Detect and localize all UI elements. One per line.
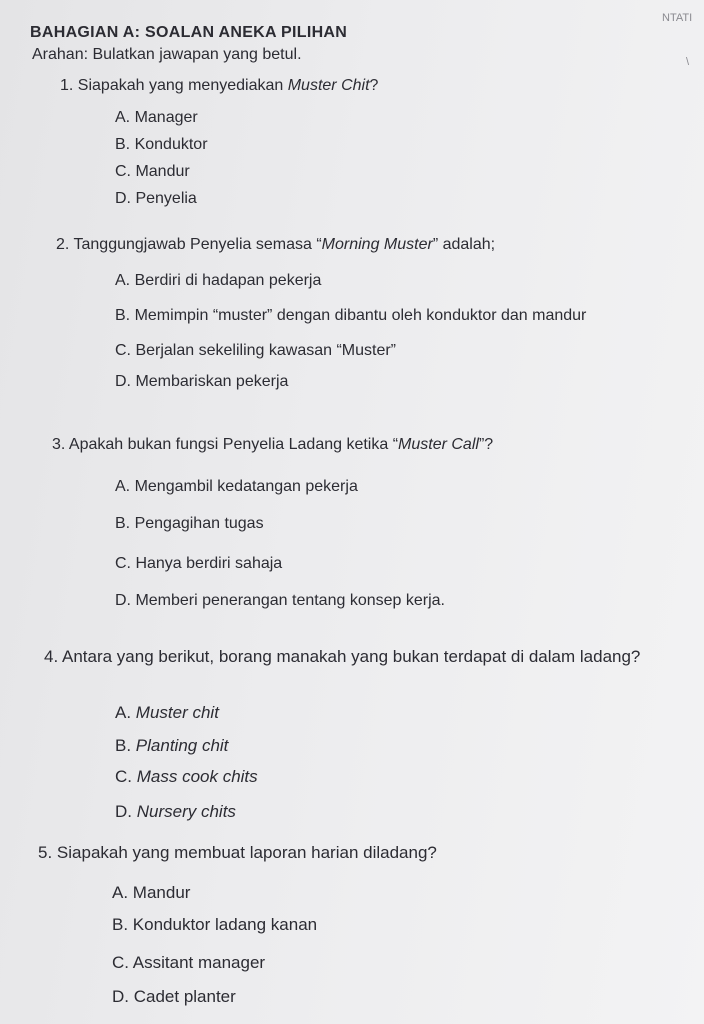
option-letter: B. bbox=[115, 136, 131, 153]
question-number: 3. bbox=[52, 436, 66, 453]
option-letter: C. bbox=[115, 555, 131, 572]
option-letter: B. bbox=[115, 736, 132, 755]
corner-text: NTATI bbox=[662, 12, 693, 24]
question-4 bbox=[44, 647, 640, 667]
option-letter: A. bbox=[115, 478, 131, 495]
option-5b[interactable] bbox=[112, 915, 317, 935]
question-text: Antara yang berikut, borang manakah yang bukan terdapat di dalam ladang? bbox=[61, 647, 641, 666]
option-5c[interactable] bbox=[112, 953, 265, 973]
option-letter: B. bbox=[115, 515, 131, 532]
option-letter: D. bbox=[112, 987, 129, 1006]
option-letter: D. bbox=[115, 373, 131, 390]
option-text: Assitant manager bbox=[132, 953, 266, 972]
option-2a[interactable] bbox=[115, 272, 321, 290]
option-text: Cadet planter bbox=[133, 987, 236, 1006]
option-letter: D. bbox=[115, 592, 131, 609]
question-number: 2. bbox=[56, 236, 70, 253]
instructions: Arahan: Bulatkan jawapan yang betul. bbox=[32, 46, 302, 63]
option-letter: C. bbox=[112, 953, 129, 972]
question-text: Siapakah yang membuat laporan harian diladang? bbox=[56, 843, 437, 862]
option-text: Mandur bbox=[132, 883, 191, 902]
question-3 bbox=[52, 436, 493, 454]
option-letter: C. bbox=[115, 342, 131, 359]
question-number: 4. bbox=[44, 647, 59, 666]
option-3a[interactable] bbox=[115, 478, 358, 496]
question-text: Siapakah yang menyediakan bbox=[77, 77, 288, 94]
option-letter: A. bbox=[112, 883, 129, 902]
question-emphasis: Muster Chit bbox=[287, 77, 370, 94]
option-1a[interactable] bbox=[115, 109, 198, 127]
option-text: Konduktor bbox=[134, 136, 208, 153]
option-3b[interactable] bbox=[115, 515, 264, 533]
option-text: Muster chit bbox=[135, 703, 219, 722]
option-text: Konduktor ladang kanan bbox=[132, 915, 318, 934]
question-1 bbox=[60, 77, 378, 95]
option-letter: A. bbox=[115, 109, 131, 126]
option-2d[interactable] bbox=[115, 373, 288, 391]
option-5d[interactable] bbox=[112, 987, 236, 1007]
question-text-end: ? bbox=[369, 77, 379, 94]
option-text: Mandur bbox=[135, 163, 190, 180]
question-emphasis: Morning Muster bbox=[321, 236, 433, 253]
question-2 bbox=[56, 236, 495, 254]
option-3d[interactable] bbox=[115, 592, 445, 610]
option-4d[interactable] bbox=[115, 802, 236, 822]
option-letter: A. bbox=[115, 272, 131, 289]
option-4a[interactable] bbox=[115, 703, 219, 723]
question-text: Apakah bukan fungsi Penyelia Ladang ketika “ bbox=[68, 436, 399, 453]
option-text: Penyelia bbox=[135, 190, 197, 207]
question-number: 1. bbox=[60, 77, 74, 94]
option-4b[interactable] bbox=[115, 736, 228, 756]
option-4c[interactable] bbox=[115, 767, 258, 787]
option-text: Nursery chits bbox=[136, 802, 236, 821]
option-text: Mass cook chits bbox=[136, 767, 258, 786]
option-letter: B. bbox=[112, 915, 129, 934]
option-text: Memberi penerangan tentang konsep kerja. bbox=[135, 592, 445, 609]
question-5 bbox=[38, 843, 437, 863]
option-3c[interactable] bbox=[115, 555, 282, 573]
question-text-end: ”? bbox=[478, 436, 494, 453]
question-text: Tanggungjawab Penyelia semasa “ bbox=[73, 236, 322, 253]
option-letter: B. bbox=[115, 307, 131, 324]
option-text: Hanya berdiri sahaja bbox=[135, 555, 283, 572]
option-text: Mengambil kedatangan pekerja bbox=[134, 478, 358, 495]
option-1b[interactable] bbox=[115, 136, 208, 154]
option-text: Berdiri di hadapan pekerja bbox=[134, 272, 322, 289]
option-2c[interactable] bbox=[115, 342, 396, 360]
option-text: Berjalan sekeliling kawasan “Muster” bbox=[135, 342, 397, 359]
corner-fragment: \ bbox=[686, 56, 690, 68]
option-text: Memimpin “muster” dengan dibantu oleh konduktor dan mandur bbox=[134, 307, 587, 324]
option-1d[interactable] bbox=[115, 190, 197, 208]
option-1c[interactable] bbox=[115, 163, 190, 181]
option-letter: D. bbox=[115, 190, 131, 207]
question-text-end: ” adalah; bbox=[432, 236, 496, 253]
question-number: 5. bbox=[38, 843, 53, 862]
option-text: Manager bbox=[134, 109, 198, 126]
option-5a[interactable] bbox=[112, 883, 190, 903]
option-letter: C. bbox=[115, 163, 131, 180]
option-text: Planting chit bbox=[135, 736, 229, 755]
option-letter: C. bbox=[115, 767, 132, 786]
option-letter: A. bbox=[115, 703, 132, 722]
section-title: BAHAGIAN A: SOALAN ANEKA PILIHAN bbox=[30, 24, 348, 41]
option-text: Pengagihan tugas bbox=[134, 515, 264, 532]
question-emphasis: Muster Call bbox=[398, 436, 479, 453]
option-2b[interactable] bbox=[115, 307, 586, 325]
option-text: Membariskan pekerja bbox=[135, 373, 289, 390]
option-letter: D. bbox=[115, 802, 132, 821]
